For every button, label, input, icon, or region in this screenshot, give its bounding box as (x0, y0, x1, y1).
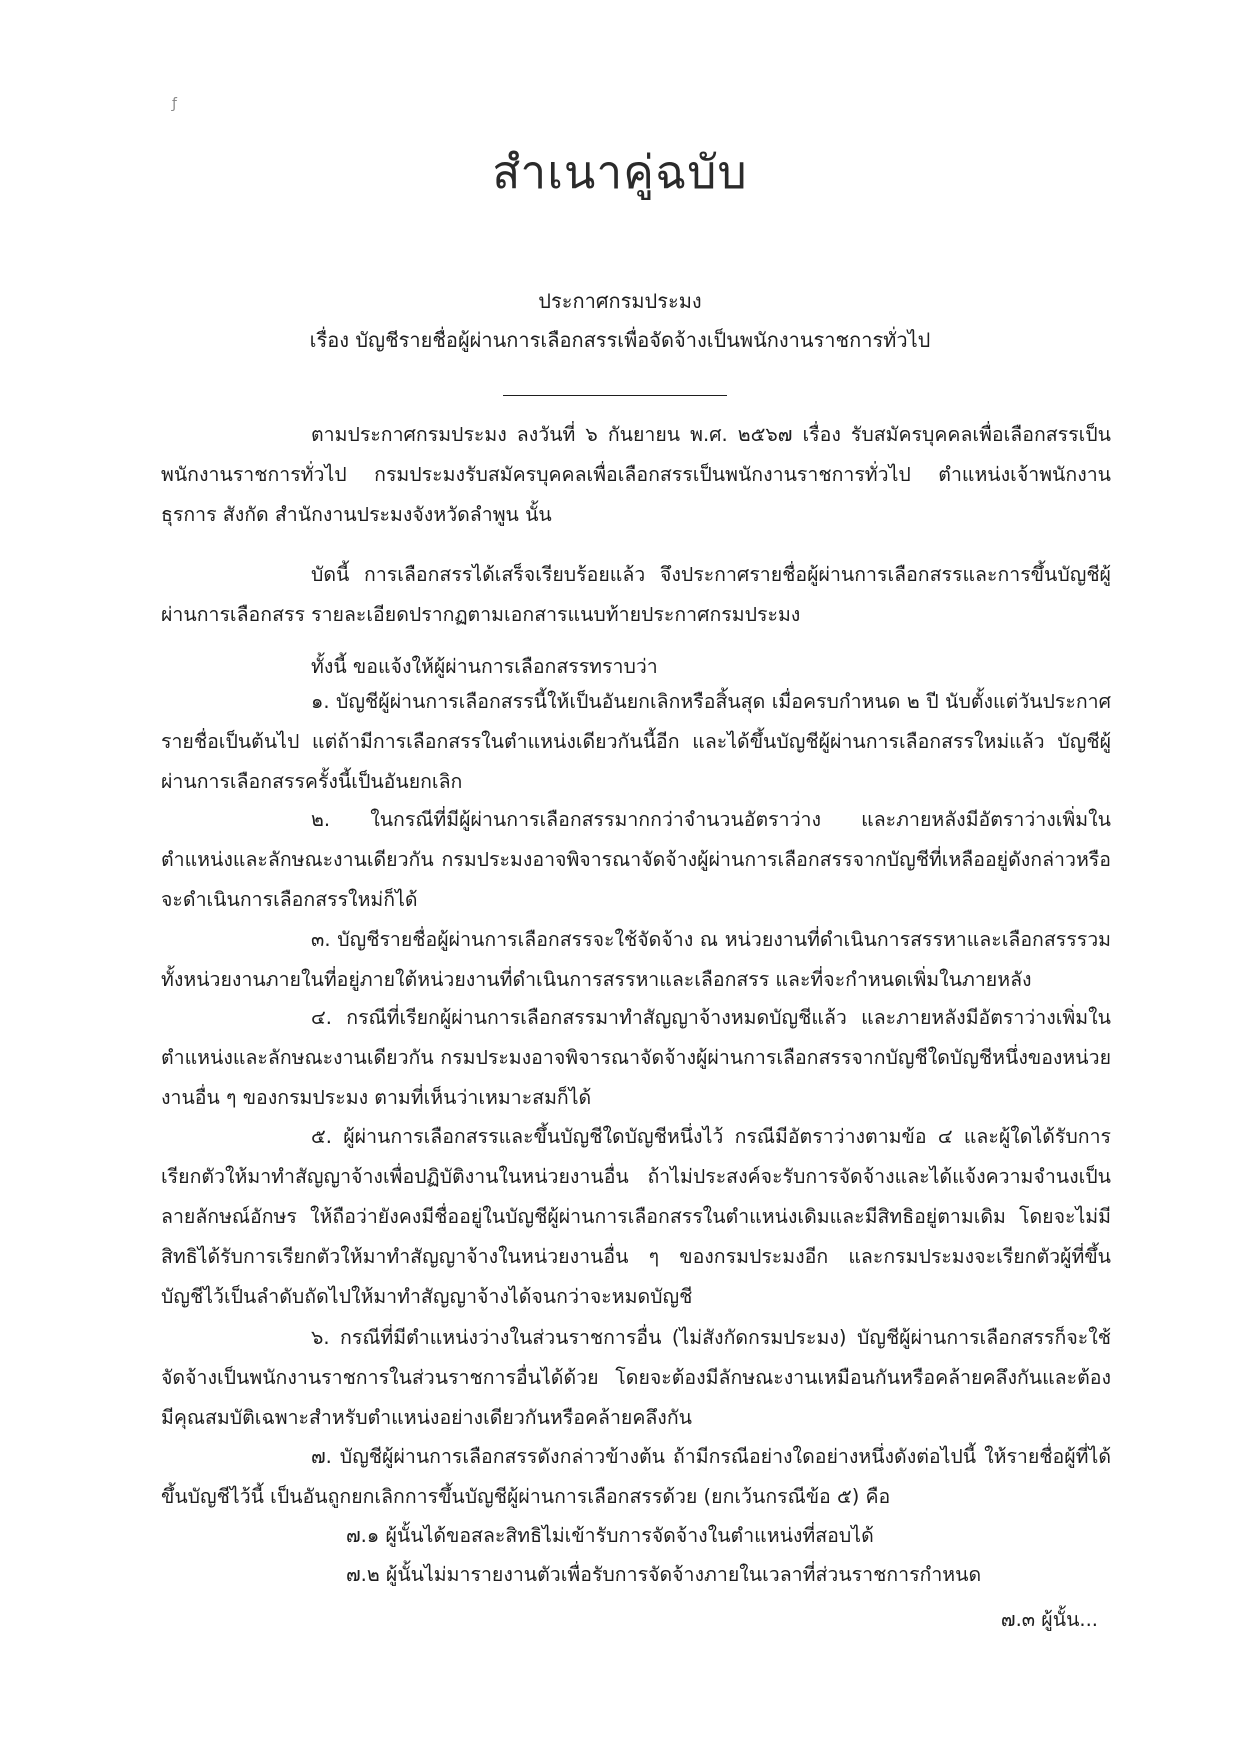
list-item: ๒. ในกรณีที่มีผู้ผ่านการเลือกสรรมากกว่าจำนวนอัตราว่าง และภายหลังมีอัตราว่างเพิ่มในตำแหน่งและลักษณะงานเดียวกัน กรมประมงอาจพิจารณาจัดจ้างผู้ผ่านการเลือกสรรจากบัญชีที่เหลืออยู่ดังกล่าวหรือจะดำเนินการเลือกสรรใหม่ก็ได้ (161, 808, 1111, 911)
sub-list-item: ๗.๒ ผู้นั้นไม่มารายงานตัวเพื่อรับการจัดจ้างภายในเวลาที่ส่วนราชการกำหนด (346, 1563, 982, 1586)
intro-paragraph: ตามประกาศกรมประมง ลงวันที่ ๖ กันยายน พ.ศ. ๒๕๖๗ เรื่อง รับสมัครบุคคลเพื่อเลือกสรรเป็นพนักงานราชการทั่วไป กรมประมงรับสมัครบุคคลเพื่อเลือกสรรเป็นพนักงานราชการทั่วไป ตำแหน่งเจ้าพนักงานธุรการ สังกัด สำนักงานประมงจังหวัดลำพูน นั้น (161, 423, 1111, 526)
list-item: ๔. กรณีที่เรียกผู้ผ่านการเลือกสรรมาทำสัญญาจ้างหมดบัญชีแล้ว และภายหลังมีอัตราว่างเพิ่มในตำแหน่งและลักษณะงานเดียวกัน กรมประมงอาจพิจารณาจัดจ้างผู้ผ่านการเลือกสรรจากบัญชีใดบัญชีหนึ่งของหน่วยงานอื่น ๆ ของกรมประมง ตามที่เห็นว่าเหมาะสมก็ได้ (161, 1006, 1111, 1109)
sub-list-item: ๗.๑ ผู้นั้นได้ขอสละสิทธิไม่เข้ารับการจัดจ้างในตำแหน่งที่สอบได้ (346, 1524, 874, 1547)
announcement-subject: เรื่อง บัญชีรายชื่อผู้ผ่านการเลือกสรรเพื่อจัดจ้างเป็นพนักงานราชการทั่วไป (309, 328, 931, 352)
list-item: ๕. ผู้ผ่านการเลือกสรรและขึ้นบัญชีใดบัญชีหนึ่งไว้ กรณีมีอัตราว่างตามข้อ ๔ และผู้ใดได้รับการเรียกตัวให้มาทำสัญญาจ้างเพื่อปฏิบัติงานในหน่วยงานอื่น ถ้าไม่ประสงค์จะรับการจัดจ้างและได้แจ้งความจำนงเป็นลายลักษณ์อักษร ให้ถือว่ายังคงมีชื่ออยู่ในบัญชีผู้ผ่านการเลือกสรรในตำแหน่งเดิมและมีสิทธิอยู่ตามเดิม โดยจะไม่มีสิทธิได้รับการเรียกตัวให้มาทำสัญญาจ้างในหน่วยงานอื่น ๆ ของกรมประมงอีก และกรมประมงจะเรียกตัวผู้ที่ขึ้นบัญชีไว้เป็นลำดับถัดไปให้มาทำสัญญาจ้างได้จนกว่าจะหมดบัญชี (161, 1125, 1111, 1308)
scan-mark: ƒ (172, 96, 177, 112)
list-item: ๓. บัญชีรายชื่อผู้ผ่านการเลือกสรรจะใช้จัดจ้าง ณ หน่วยงานที่ดำเนินการสรรหาและเลือกสรรรวมทั้งหน่วยงานภายในที่อยู่ภายใต้หน่วยงานที่ดำเนินการสรรหาและเลือกสรร และที่จะกำหนดเพิ่มในภายหลัง (161, 928, 1111, 991)
list-item: ๑. บัญชีผู้ผ่านการเลือกสรรนี้ให้เป็นอันยกเลิกหรือสิ้นสุด เมื่อครบกำหนด ๒ ปี นับตั้งแต่วันประกาศรายชื่อเป็นต้นไป แต่ถ้ามีการเลือกสรรในตำแหน่งเดียวกันนี้อีก และได้ขึ้นบัญชีผู้ผ่านการเลือกสรรใหม่แล้ว บัญชีผู้ผ่านการเลือกสรรครั้งนี้เป็นอันยกเลิก (161, 690, 1111, 793)
list-item: ๖. กรณีที่มีตำแหน่งว่างในส่วนราชการอื่น (ไม่สังกัดกรมประมง) บัญชีผู้ผ่านการเลือกสรรก็จะใช้จัดจ้างเป็นพนักงานราชการในส่วนราชการอื่นได้ด้วย โดยจะต้องมีลักษณะงานเหมือนกันหรือคล้ายคลึงกันและต้องมีคุณสมบัติเฉพาะสำหรับตำแหน่งอย่างเดียวกันหรือคล้ายคลึงกัน (161, 1326, 1111, 1429)
copy-stamp: สำเนาคู่ฉบับ (492, 145, 748, 199)
list-item: ๗. บัญชีผู้ผ่านการเลือกสรรดังกล่าวข้างต้น ถ้ามีกรณีอย่างใดอย่างหนึ่งดังต่อไปนี้ ให้รายชื่อผู้ที่ได้ขึ้นบัญชีไว้นี้ เป็นอันถูกยกเลิกการขึ้นบัญชีผู้ผ่านการเลือกสรรด้วย (ยกเว้นกรณีข้อ ๕) คือ (161, 1445, 1111, 1508)
page-continuation: ๗.๓ ผู้นั้น... (1000, 1608, 1098, 1631)
notice-lead: ทั้งนี้ ขอแจ้งให้ผู้ผ่านการเลือกสรรทราบว่า (311, 655, 658, 678)
announcement-issuer: ประกาศกรมประมง (538, 289, 702, 313)
announcement-paragraph: บัดนี้ การเลือกสรรได้เสร็จเรียบร้อยแล้ว จึงประกาศรายชื่อผู้ผ่านการเลือกสรรและการขึ้นบัญชีผู้ผ่านการเลือกสรร รายละเอียดปรากฏตามเอกสารแนบท้ายประกาศกรมประมง (161, 563, 1111, 626)
heading-divider (503, 395, 727, 396)
